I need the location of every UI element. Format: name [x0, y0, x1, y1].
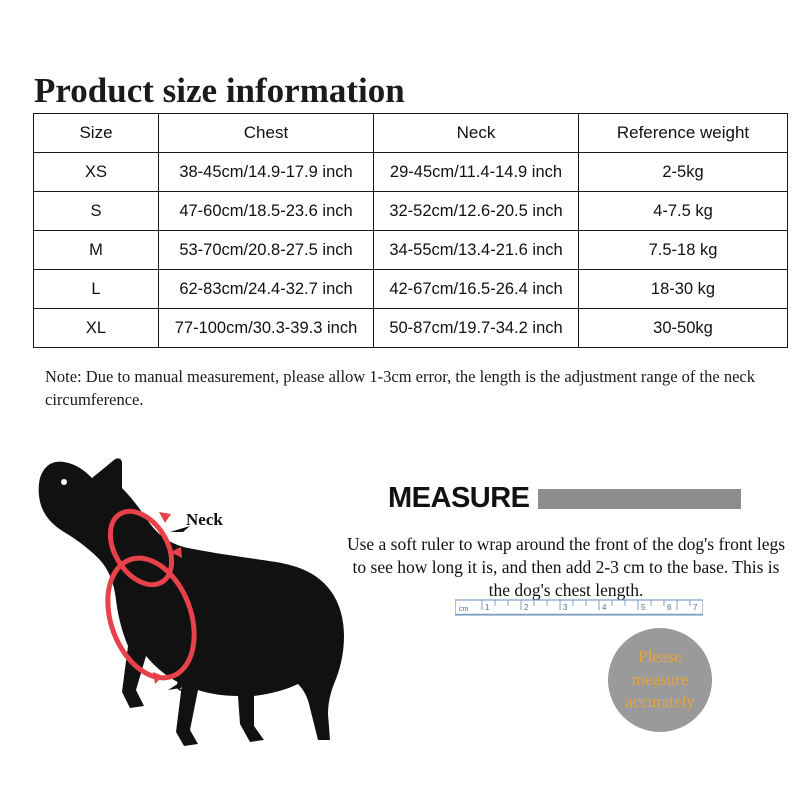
- dog-illustration: [18, 440, 378, 790]
- svg-text:7: 7: [693, 603, 698, 612]
- accuracy-badge-text: Please measure accurately: [625, 647, 695, 712]
- cell-chest: 77-100cm/30.3-39.3 inch: [159, 309, 374, 348]
- cell-neck: 32-52cm/12.6-20.5 inch: [374, 192, 579, 231]
- cell-neck: 42-67cm/16.5-26.4 inch: [374, 270, 579, 309]
- cell-weight: 30-50kg: [579, 309, 788, 348]
- measure-description: Use a soft ruler to wrap around the front of the dog's front legs to see how long it is, and then add 2-3 cm to the base. This is the dog's chest length.: [346, 533, 786, 600]
- accuracy-badge: [608, 628, 712, 732]
- illustration-section: [0, 430, 800, 800]
- neck-arrow-icon: [159, 512, 171, 523]
- table-header-neck: Neck: [374, 114, 579, 153]
- table-row: [34, 309, 788, 348]
- cell-neck: 50-87cm/19.7-34.2 inch: [374, 309, 579, 348]
- cell-chest: 47-60cm/18.5-23.6 inch: [159, 192, 374, 231]
- measure-heading-bar: [538, 489, 741, 509]
- cell-weight: 7.5-18 kg: [579, 231, 788, 270]
- svg-text:5: 5: [641, 603, 646, 612]
- cell-weight: 18-30 kg: [579, 270, 788, 309]
- svg-text:1: 1: [485, 603, 490, 612]
- neck-label: Neck: [186, 510, 223, 529]
- ruler-icon: [455, 596, 703, 616]
- table-header-size: Size: [34, 114, 159, 153]
- cell-weight: 4-7.5 kg: [579, 192, 788, 231]
- measure-heading: [388, 482, 741, 515]
- cell-chest: 38-45cm/14.9-17.9 inch: [159, 153, 374, 192]
- dog-silhouette-icon: [18, 440, 378, 790]
- cell-neck: 34-55cm/13.4-21.6 inch: [374, 231, 579, 270]
- cell-size: L: [34, 270, 159, 309]
- cell-neck: 29-45cm/11.4-14.9 inch: [374, 153, 579, 192]
- table-row: [34, 153, 788, 192]
- table-header-chest: Chest: [159, 114, 374, 153]
- page-title: Product size information: [34, 71, 405, 111]
- cell-size: M: [34, 231, 159, 270]
- table-header-row: [34, 114, 788, 153]
- measure-heading-text: MEASURE: [388, 482, 530, 514]
- cell-chest: 53-70cm/20.8-27.5 inch: [159, 231, 374, 270]
- svg-text:2: 2: [524, 603, 529, 612]
- svg-text:6: 6: [667, 603, 672, 612]
- cell-size: XS: [34, 153, 159, 192]
- measurement-note: Note: Due to manual measurement, please allow 1-3cm error, the length is the adjustment range of the neck circumference.: [45, 366, 755, 410]
- svg-text:4: 4: [602, 603, 607, 612]
- svg-text:cm: cm: [459, 606, 469, 613]
- svg-text:3: 3: [563, 603, 568, 612]
- size-table: [33, 113, 788, 348]
- cell-size: XL: [34, 309, 159, 348]
- table-row: [34, 231, 788, 270]
- table-row: [34, 192, 788, 231]
- cell-chest: 62-83cm/24.4-32.7 inch: [159, 270, 374, 309]
- chest-label: Chest: [176, 676, 218, 695]
- table-header-weight: Reference weight: [579, 114, 788, 153]
- cell-weight: 2-5kg: [579, 153, 788, 192]
- table-row: [34, 270, 788, 309]
- cell-size: S: [34, 192, 159, 231]
